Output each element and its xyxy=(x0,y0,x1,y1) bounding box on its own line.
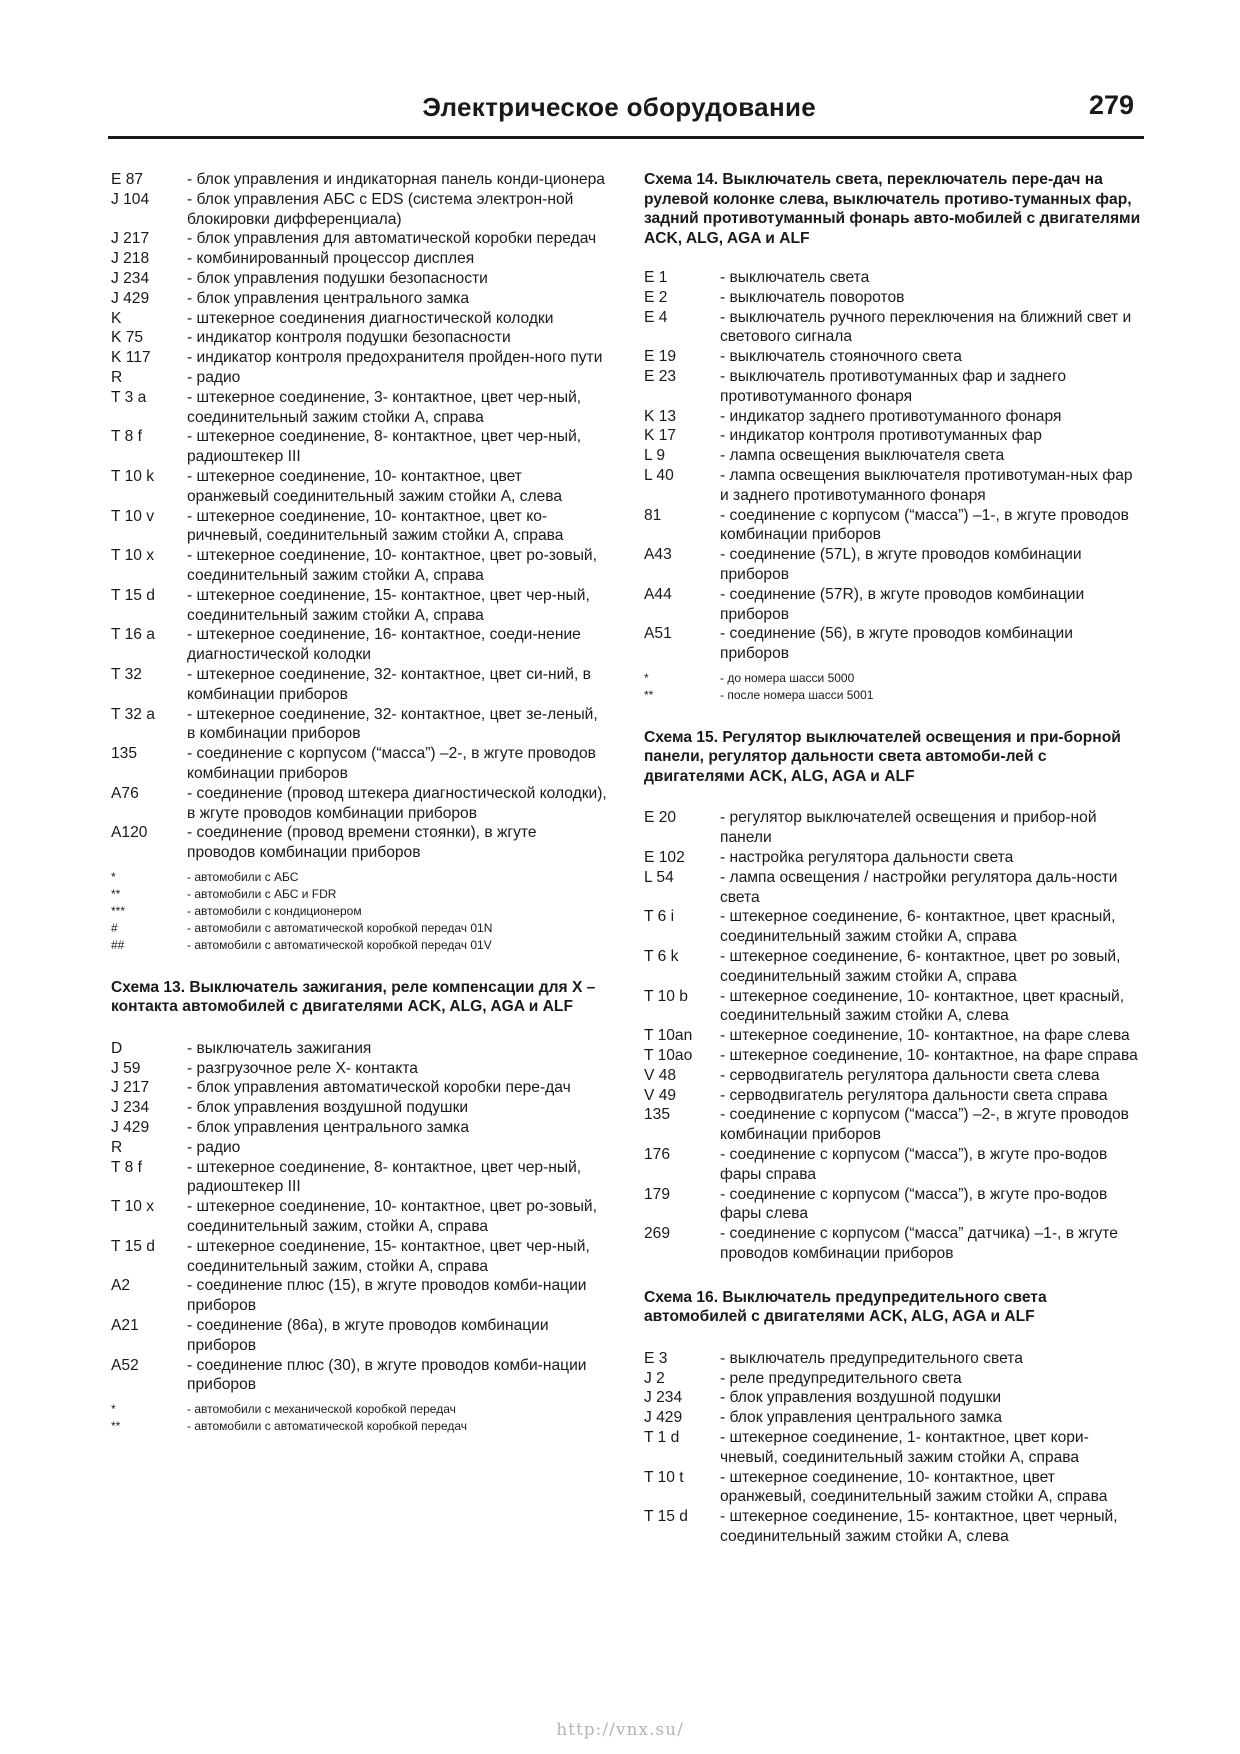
intro-notes xyxy=(111,869,607,954)
component-description: - соединение (57L), в жгуте проводов комбинации приборов xyxy=(720,546,1082,583)
component-code: A52 xyxy=(111,1356,139,1374)
component-code: K 17 xyxy=(644,427,677,445)
component-code: J 2 xyxy=(644,1369,665,1387)
component-code: E 2 xyxy=(644,288,668,306)
footnote xyxy=(644,670,1144,687)
component-code: K 13 xyxy=(644,407,677,425)
legend-entry xyxy=(111,309,607,329)
component-code: J 429 xyxy=(644,1409,683,1427)
component-description: - штекерное соединение, 3- контактное, цвет чер-ный, соединительный зажим стойки А, справа xyxy=(187,388,582,426)
component-code: T 10an xyxy=(644,1027,693,1045)
page-title: Электрическое оборудование xyxy=(422,92,816,122)
legend-entry xyxy=(644,545,1144,585)
component-code: L 54 xyxy=(644,868,674,886)
legend-entry xyxy=(111,249,607,269)
legend-entry xyxy=(644,1224,1144,1264)
component-description: - выключатель ручного переключения на ближний свет и светового сигнала xyxy=(720,308,1132,346)
component-code: K xyxy=(111,309,122,327)
component-code: T 3 a xyxy=(111,388,147,406)
component-description: - штекерное соединение, 10- контактное, цвет ро-зовый, соединительный зажим стойки А, справа xyxy=(187,547,597,584)
footnote-text: - автомобили с автоматической коробкой передач 01V xyxy=(187,937,492,952)
legend-entry xyxy=(111,1237,607,1277)
footer-watermark: http://vnx.su/ xyxy=(556,1720,684,1740)
legend-entry xyxy=(111,229,607,249)
footnote-symbol: ## xyxy=(111,937,125,952)
legend-entry xyxy=(111,705,607,745)
component-description: - блок управления автоматической коробки пере-дач xyxy=(187,1079,571,1097)
component-code: T 10 t xyxy=(644,1468,684,1486)
footnote-symbol: * xyxy=(111,1402,116,1417)
footnote-symbol: ** xyxy=(111,1419,121,1434)
component-description: - настройка регулятора дальности света xyxy=(720,849,1014,867)
component-code: 179 xyxy=(644,1185,671,1203)
legend-entry xyxy=(644,1349,1144,1369)
component-code: 81 xyxy=(644,506,662,524)
component-description: - штекерное соединение, 10- контактное, на фаре слева xyxy=(720,1027,1130,1045)
footnote xyxy=(111,937,607,954)
component-code: E 102 xyxy=(644,849,685,867)
component-code: T 15 d xyxy=(644,1508,688,1526)
component-description: - разгрузочное реле Х- контакта xyxy=(187,1059,418,1077)
component-code: T 10 v xyxy=(111,507,155,525)
component-code: E 19 xyxy=(644,348,677,366)
component-code: 135 xyxy=(644,1106,671,1124)
schema-16-title: Схема 16. Выключатель предупредительного света автомобилей с двигателями ACK, ALG, AGA и ALF xyxy=(644,1288,1047,1326)
legend-entry xyxy=(644,367,1144,407)
legend-entry xyxy=(111,427,607,467)
footnote-text: - автомобили с АБС xyxy=(187,869,299,884)
legend-entry xyxy=(644,947,1144,987)
component-description: - соединение с корпусом (“масса”), в жгуте про-водов фары справа xyxy=(720,1145,1108,1183)
legend-entry xyxy=(111,665,607,705)
component-description: - регулятор выключателей освещения и прибор-ной панели xyxy=(720,809,1097,847)
footnote xyxy=(111,920,607,937)
component-code: A2 xyxy=(111,1277,131,1295)
component-code: E 20 xyxy=(644,809,677,827)
component-description: - штекерное соединение, 15- контактное, цвет черный, соединительный зажим стойки А, слева xyxy=(720,1508,1118,1545)
component-description: - штекерное соединение, 6- контактное, цвет красный, соединительный зажим стойки А, справа xyxy=(720,908,1116,946)
schema-15-legend xyxy=(644,808,1144,1263)
component-code: K 75 xyxy=(111,329,144,347)
component-code: E 87 xyxy=(111,171,144,188)
legend-entry xyxy=(111,1059,607,1079)
component-description: - индикатор заднего противотуманного фонаря xyxy=(720,407,1062,425)
intro-legend xyxy=(111,170,607,863)
component-code: J 429 xyxy=(111,289,150,307)
legend-entry xyxy=(644,1026,1144,1046)
component-code: E 4 xyxy=(644,308,668,326)
component-code: L 9 xyxy=(644,447,666,465)
component-description: - штекерное соединение, 10- контактное, цвет ко-ричневый, соединительный зажим стойки А, справа xyxy=(187,507,564,545)
component-code: T 15 d xyxy=(111,586,155,604)
footnote-text: - после номера шасси 5001 xyxy=(720,687,874,702)
component-description: - соединение с корпусом (“масса”) –2-, в жгуте проводов комбинации приборов xyxy=(720,1106,1129,1144)
legend-entry xyxy=(111,1276,607,1316)
component-code: T 15 d xyxy=(111,1237,155,1255)
component-description: - блок управления центрального замка xyxy=(187,289,470,307)
legend-entry xyxy=(644,907,1144,947)
component-description: - соединение с корпусом (“масса”), в жгуте про-водов фары слева xyxy=(720,1185,1108,1223)
component-description: - соединение с корпусом (“масса” датчика) –1-, в жгуте проводов комбинации приборов xyxy=(720,1225,1118,1262)
component-description: - штекерное соединение, 32- контактное, цвет си-ний, в комбинации приборов xyxy=(187,665,591,703)
footnote-text: - автомобили с АБС и FDR xyxy=(187,886,337,901)
legend-entry xyxy=(111,467,607,507)
footnote xyxy=(644,687,1144,704)
footnote-symbol: ** xyxy=(111,886,121,901)
component-description: - штекерное соединение, 10- контактное, цвет оранжевый соединительный зажим стойки А, слева xyxy=(187,467,563,505)
component-code: T 10ao xyxy=(644,1047,693,1064)
legend-entry xyxy=(644,1145,1144,1185)
legend-entry xyxy=(644,1507,1144,1547)
legend-entry xyxy=(644,848,1144,868)
component-code: 176 xyxy=(644,1145,671,1163)
component-description: - выключатель поворотов xyxy=(720,288,905,306)
legend-entry xyxy=(111,1118,607,1138)
footnote-text: - автомобили с автоматической коробкой передач 01N xyxy=(187,920,493,935)
legend-entry xyxy=(111,170,607,190)
legend-entry xyxy=(111,1316,607,1356)
component-description: - блок управления и индикаторная панель конди-ционера xyxy=(187,171,605,188)
component-description: - штекерное соединение, 10- контактное, цвет красный, соединительный зажим стойки А, слева xyxy=(720,987,1125,1025)
footnote-text: - автомобили с кондиционером xyxy=(187,903,362,918)
component-description: - соединение (57R), в жгуте проводов комбинации приборов xyxy=(720,585,1085,623)
page-number: 279 xyxy=(1088,90,1134,120)
component-code: E 3 xyxy=(644,1349,668,1367)
footnote-symbol: # xyxy=(111,920,118,935)
component-description: - радио xyxy=(187,368,241,386)
component-code: A44 xyxy=(644,585,672,603)
component-description: - серводвигатель регулятора дальности света справа xyxy=(720,1086,1108,1104)
component-description: - выключатель противотуманных фар и заднего противотуманного фонаря xyxy=(720,367,1067,405)
legend-entry xyxy=(644,1066,1144,1086)
legend-entry xyxy=(111,328,607,348)
component-description: - индикатор контроля подушки безопасности xyxy=(187,329,511,347)
component-description: - серводвигатель регулятора дальности света слева xyxy=(720,1066,1100,1084)
component-code: T 8 f xyxy=(111,428,142,446)
component-code: K 117 xyxy=(111,349,151,367)
component-code: T 10 k xyxy=(111,467,155,485)
legend-entry xyxy=(111,1197,607,1237)
component-description: - блок управления центрального замка xyxy=(720,1409,1003,1427)
component-description: - штекерное соединение, 15- контактное, цвет чер-ный, соединительный зажим стойки А, справа xyxy=(187,586,590,624)
component-description: - блок управления воздушной подушки xyxy=(187,1099,469,1117)
component-description: - соединение (провод штекера диагностической колодки), в жгуте проводов комбинации приборов xyxy=(187,784,607,822)
legend-entry xyxy=(644,1369,1144,1389)
legend-entry xyxy=(644,446,1144,466)
component-code: T 10 x xyxy=(111,1198,155,1216)
component-code: J 217 xyxy=(111,230,150,248)
component-description: - блок управления для автоматической коробки передач xyxy=(187,230,597,248)
footnote xyxy=(111,1401,607,1418)
legend-entry xyxy=(644,808,1144,848)
legend-entry xyxy=(111,546,607,586)
footnote-symbol: ** xyxy=(644,687,654,702)
legend-entry xyxy=(111,586,607,626)
footnote-symbol: *** xyxy=(111,903,126,918)
legend-entry xyxy=(111,823,607,863)
legend-entry xyxy=(644,1468,1144,1508)
legend-entry xyxy=(111,1138,607,1158)
component-code: V 48 xyxy=(644,1066,677,1084)
component-description: - штекерное соединение, 15- контактное, цвет чер-ный, соединительный зажим, стойки А, справа xyxy=(187,1237,590,1275)
schema-13-legend xyxy=(111,1039,607,1395)
footnote-symbol: * xyxy=(644,670,649,685)
legend-entry xyxy=(111,1039,607,1059)
component-description: - реле предупредительного света xyxy=(720,1369,962,1387)
component-description: - штекерное соединение, 10- контактное, на фаре справа xyxy=(720,1047,1138,1064)
component-code: R xyxy=(111,368,123,386)
legend-entry xyxy=(644,506,1144,546)
component-code: L 40 xyxy=(644,466,674,484)
legend-entry xyxy=(644,1185,1144,1225)
legend-entry xyxy=(111,507,607,547)
component-description: - соединение с корпусом (“масса”) –1-, в жгуте проводов комбинации приборов xyxy=(720,506,1129,544)
component-code: A21 xyxy=(111,1317,139,1335)
component-code: J 104 xyxy=(111,190,150,208)
component-code: J 217 xyxy=(111,1079,150,1097)
component-code: J 234 xyxy=(111,269,150,287)
component-description: - выключатель зажигания xyxy=(187,1039,372,1057)
legend-entry xyxy=(111,388,607,428)
legend-entry xyxy=(644,1408,1144,1428)
component-description: - блок управления АБС с EDS (система электрон-ной блокировки дифференциала) xyxy=(187,190,574,228)
legend-entry xyxy=(111,625,607,665)
component-description: - штекерное соединение, 6- контактное, цвет ро зовый, соединительный зажим стойки А, справа xyxy=(720,948,1121,985)
legend-entry xyxy=(644,426,1144,446)
legend-entry xyxy=(644,347,1144,367)
page-header xyxy=(108,92,1144,139)
footnote xyxy=(111,869,607,886)
left-column xyxy=(111,170,607,1435)
component-description: - комбинированный процессор дисплея xyxy=(187,250,475,268)
legend-entry xyxy=(111,1078,607,1098)
component-description: - лампа освещения выключателя света xyxy=(720,447,1005,465)
component-description: - блок управления воздушной подушки xyxy=(720,1389,1002,1407)
component-code: A43 xyxy=(644,546,672,564)
component-description: - штекерное соединение, 8- контактное, цвет чер-ный, радиоштекер III xyxy=(187,1158,582,1196)
legend-entry xyxy=(644,288,1144,308)
legend-entry xyxy=(644,268,1144,288)
component-description: - штекерное соединение, 8- контактное, цвет чер-ный, радиоштекер III xyxy=(187,428,582,466)
legend-entry xyxy=(644,624,1144,664)
component-description: - блок управления подушки безопасности xyxy=(187,269,488,287)
component-description: - штекерное соединения диагностической колодки xyxy=(187,309,554,327)
component-description: - выключатель предупредительного света xyxy=(720,1349,1023,1367)
footnote-symbol: * xyxy=(111,869,116,884)
component-description: - соединение с корпусом (“масса”) –2-, в жгуте проводов комбинации приборов xyxy=(187,745,596,782)
component-code: J 59 xyxy=(111,1059,141,1077)
component-code: D xyxy=(111,1039,123,1057)
schema-15-title: Схема 15. Регулятор выключателей освещения и при-борной панели, регулятор дальности света автомоби-лей с двигателями ACK, ALG, AGA и ALF xyxy=(644,728,1121,785)
schema-14-title: Схема 14. Выключатель света, переключатель пере-дач на рулевой колонке слева, выключатель противо-туманных фар, задний противотуманный фонарь авто-мобилей с двигателями ACK, ALG, AGA и ALF xyxy=(644,171,1141,247)
component-description: - выключатель стояночного света xyxy=(720,348,962,366)
legend-entry xyxy=(644,466,1144,506)
legend-entry xyxy=(644,987,1144,1027)
component-description: - радио xyxy=(187,1138,241,1156)
legend-entry xyxy=(644,585,1144,625)
legend-entry xyxy=(644,1428,1144,1468)
legend-entry xyxy=(111,269,607,289)
component-description: - соединение (86а), в жгуте проводов комбинации приборов xyxy=(187,1317,549,1354)
legend-entry xyxy=(111,744,607,784)
component-code: E 23 xyxy=(644,367,677,385)
component-code: A51 xyxy=(644,625,672,643)
footnote-text: - до номера шасси 5000 xyxy=(720,670,855,685)
component-description: - соединение (56), в жгуте проводов комбинации приборов xyxy=(720,625,1073,663)
legend-entry xyxy=(111,190,607,230)
component-description: - штекерное соединение, 1- контактное, цвет кори-чневый, соединительный зажим стойки А, справа xyxy=(720,1428,1089,1466)
schema-16-legend xyxy=(644,1349,1144,1547)
footnote xyxy=(111,886,607,903)
component-code: T 32 a xyxy=(111,705,155,723)
component-code: J 234 xyxy=(644,1389,683,1407)
component-description: - штекерное соединение, 10- контактное, цвет ро-зовый, соединительный зажим, стойки А, справа xyxy=(187,1198,597,1236)
component-code: T 8 f xyxy=(111,1158,142,1176)
component-code: V 49 xyxy=(644,1086,677,1104)
legend-entry xyxy=(644,308,1144,348)
legend-entry xyxy=(111,368,607,388)
legend-entry xyxy=(644,1388,1144,1408)
legend-entry xyxy=(644,868,1144,908)
legend-entry xyxy=(644,407,1144,427)
legend-entry xyxy=(111,1356,607,1396)
component-code: A76 xyxy=(111,784,139,802)
component-description: - индикатор контроля противотуманных фар xyxy=(720,427,1042,445)
footnote-text: - автомобили с автоматической коробкой передач xyxy=(187,1419,468,1434)
component-description: - соединение плюс (30), в жгуте проводов комби-нации приборов xyxy=(187,1356,587,1394)
component-description: - штекерное соединение, 10- контактное, цвет оранжевый, соединительный зажим стойки А, справа xyxy=(720,1468,1108,1506)
legend-entry xyxy=(111,784,607,824)
component-code: T 32 xyxy=(111,665,142,683)
legend-entry xyxy=(644,1086,1144,1106)
component-code: T 6 i xyxy=(644,908,675,926)
component-code: E 1 xyxy=(644,269,668,286)
component-code: J 429 xyxy=(111,1119,150,1137)
component-code: J 218 xyxy=(111,250,150,268)
footnote xyxy=(111,903,607,920)
component-code: J 234 xyxy=(111,1099,150,1117)
component-code: T 6 k xyxy=(644,948,679,966)
component-description: - соединение плюс (15), в жгуте проводов комби-нации приборов xyxy=(187,1277,587,1315)
legend-entry xyxy=(111,348,607,368)
schema-13-notes xyxy=(111,1401,607,1435)
component-description: - выключатель света xyxy=(720,269,870,286)
component-description: - штекерное соединение, 16- контактное, соеди-нение диагностической колодки xyxy=(187,626,581,664)
component-description: - лампа освещения выключателя противотуман-ных фар и заднего противотуманного фонаря xyxy=(720,466,1133,504)
schema-13-title: Схема 13. Выключатель зажигания, реле компенсации для Х – контакта автомобилей с двигателями ACK, ALG, AGA и ALF xyxy=(111,978,596,1016)
component-code: T 1 d xyxy=(644,1428,680,1446)
legend-entry xyxy=(644,1046,1144,1066)
legend-entry xyxy=(111,1098,607,1118)
legend-entry xyxy=(111,1158,607,1198)
component-code: T 10 b xyxy=(644,987,688,1005)
component-description: - индикатор контроля предохранителя пройден-ного пути xyxy=(187,349,603,367)
component-code: T 16 a xyxy=(111,626,155,644)
component-code: T 10 x xyxy=(111,547,155,565)
schema-14-notes xyxy=(644,670,1144,704)
component-code: R xyxy=(111,1138,123,1156)
right-column xyxy=(644,170,1144,1547)
component-description: - блок управления центрального замка xyxy=(187,1119,470,1137)
component-description: - соединение (провод времени стоянки), в жгуте проводов комбинации приборов xyxy=(187,824,537,862)
schema-14-legend xyxy=(644,268,1144,664)
component-code: A120 xyxy=(111,824,148,842)
footnote xyxy=(111,1418,607,1435)
component-code: 135 xyxy=(111,745,138,763)
component-description: - штекерное соединение, 32- контактное, цвет зе-леный, в комбинации приборов xyxy=(187,705,598,743)
component-description: - лампа освещения / настройки регулятора даль-ности света xyxy=(720,868,1118,906)
legend-entry xyxy=(111,289,607,309)
footnote-text: - автомобили с механической коробкой передач xyxy=(187,1402,456,1417)
legend-entry xyxy=(644,1105,1144,1145)
component-code: 269 xyxy=(644,1225,671,1243)
